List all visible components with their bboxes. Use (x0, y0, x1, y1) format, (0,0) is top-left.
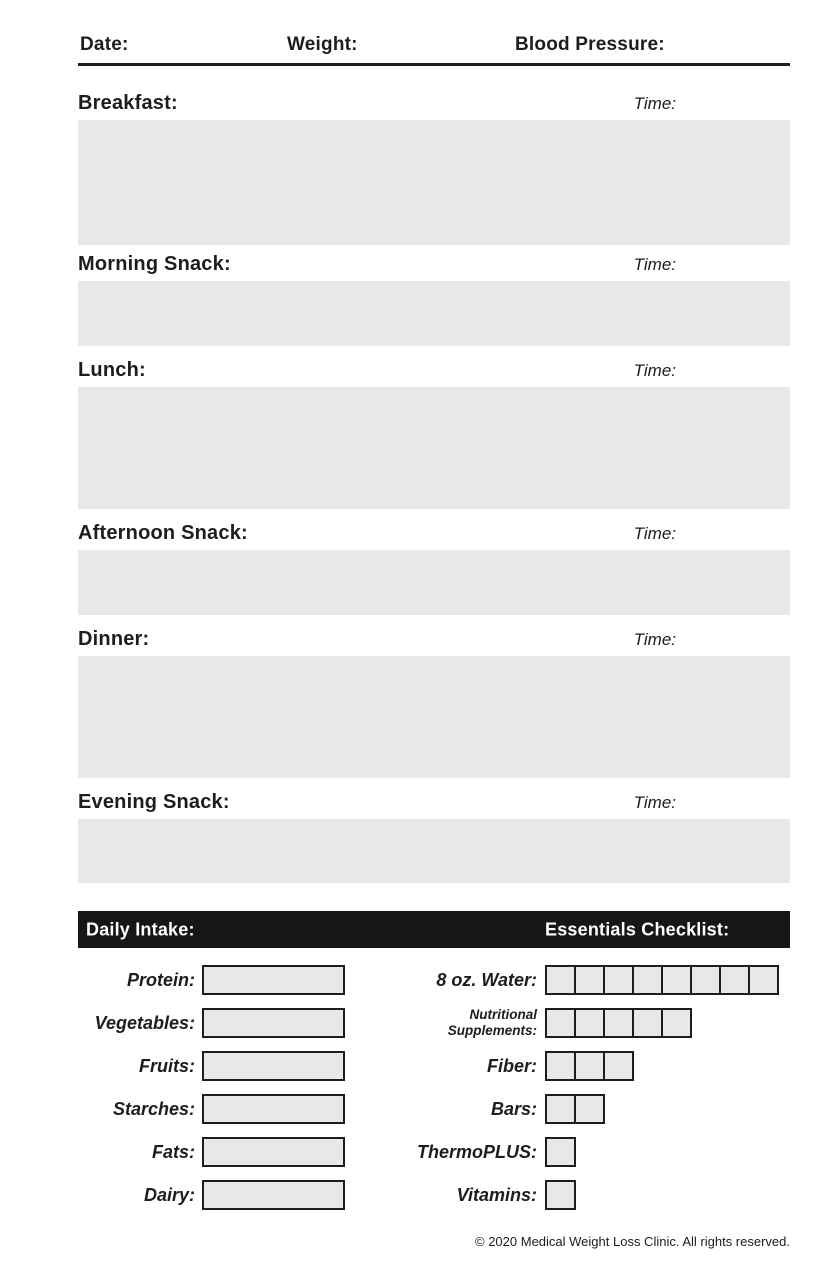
checkbox[interactable] (574, 1094, 605, 1124)
meal-title: Dinner: (78, 628, 150, 650)
lunch-entry-field[interactable] (78, 387, 790, 509)
checkbox[interactable] (661, 1008, 692, 1038)
intake-row-starches (78, 1094, 345, 1124)
meal-section-evening-snack (78, 791, 790, 883)
vegetables-field[interactable] (202, 1008, 345, 1038)
checkbox[interactable] (545, 1051, 576, 1081)
essentials-checklist-column (407, 965, 779, 1223)
checkbox[interactable] (545, 1008, 576, 1038)
time-label: Time: (633, 94, 676, 113)
time-label: Time: (633, 361, 676, 380)
daily-intake-column (78, 965, 345, 1223)
intake-checklist-grid (78, 965, 790, 1210)
header-fields-row (78, 0, 790, 66)
time-label: Time: (633, 793, 676, 812)
blood-pressure-label: Blood Pressure: (515, 34, 665, 55)
meal-section-breakfast (78, 92, 790, 245)
vitamins-label: Vitamins: (456, 1184, 537, 1205)
checklist-row-water (407, 965, 779, 995)
fruits-label: Fruits: (139, 1055, 195, 1076)
protein-field[interactable] (202, 965, 345, 995)
meal-section-lunch (78, 359, 790, 509)
fruits-field[interactable] (202, 1051, 345, 1081)
fiber-label: Fiber: (486, 1055, 537, 1076)
supplements-checkboxes (545, 1008, 692, 1038)
meal-title: Afternoon Snack: (78, 522, 248, 544)
meal-title: Evening Snack: (78, 791, 230, 813)
checkbox[interactable] (545, 965, 576, 995)
checkbox[interactable] (690, 965, 721, 995)
checklist-row-supplements (407, 1008, 779, 1038)
checkbox[interactable] (574, 965, 605, 995)
vegetables-label: Vegetables: (94, 1012, 195, 1033)
intake-row-vegetables (78, 1008, 345, 1038)
essentials-checklist-title: Essentials Checklist: (545, 919, 730, 939)
time-label: Time: (633, 255, 676, 274)
meal-section-dinner (78, 628, 790, 778)
section-title-bar (78, 911, 790, 948)
daily-intake-title: Daily Intake: (86, 919, 195, 939)
meal-title: Morning Snack: (78, 253, 231, 275)
meal-section-morning-snack (78, 253, 790, 346)
meal-title: Lunch: (78, 359, 146, 381)
fiber-checkboxes (545, 1051, 634, 1081)
intake-row-fats (78, 1137, 345, 1167)
dairy-field[interactable] (202, 1180, 345, 1210)
morning-snack-entry-field[interactable] (78, 281, 790, 346)
starches-label: Starches: (112, 1098, 195, 1119)
checklist-row-vitamins (407, 1180, 779, 1210)
fats-label: Fats: (151, 1141, 195, 1162)
checkbox[interactable] (574, 1051, 605, 1081)
bars-checkboxes (545, 1094, 605, 1124)
evening-snack-entry-field[interactable] (78, 819, 790, 883)
copyright-text: © 2020 Medical Weight Loss Clinic. All rights reserved. (475, 1234, 790, 1249)
checkbox[interactable] (632, 965, 663, 995)
checkbox[interactable] (603, 965, 634, 995)
checklist-row-fiber (407, 1051, 779, 1081)
supplements-label: Nutritional Supplements: (447, 1007, 537, 1038)
checkbox[interactable] (545, 1094, 576, 1124)
checkbox[interactable] (545, 1180, 576, 1210)
afternoon-snack-entry-field[interactable] (78, 550, 790, 615)
meal-title: Breakfast: (78, 92, 178, 114)
meal-section-afternoon-snack (78, 522, 790, 615)
checkbox[interactable] (661, 965, 692, 995)
checkbox[interactable] (632, 1008, 663, 1038)
vitamins-checkboxes (545, 1180, 576, 1210)
checkbox[interactable] (719, 965, 750, 995)
water-checkboxes (545, 965, 779, 995)
dairy-label: Dairy: (143, 1184, 195, 1205)
checkbox[interactable] (603, 1051, 634, 1081)
protein-label: Protein: (126, 969, 195, 990)
water-label: 8 oz. Water: (436, 969, 537, 990)
checkbox[interactable] (574, 1008, 605, 1038)
checkbox[interactable] (748, 965, 779, 995)
bars-label: Bars: (490, 1098, 537, 1119)
thermoplus-checkboxes (545, 1137, 576, 1167)
bottom-section (78, 911, 790, 1249)
checklist-row-thermoplus (407, 1137, 779, 1167)
date-label: Date: (80, 34, 129, 55)
time-label: Time: (633, 524, 676, 543)
intake-row-protein (78, 965, 345, 995)
weight-label: Weight: (287, 34, 358, 55)
intake-row-dairy (78, 1180, 345, 1210)
checkbox[interactable] (545, 1137, 576, 1167)
checklist-row-bars (407, 1094, 779, 1124)
dinner-entry-field[interactable] (78, 656, 790, 778)
fats-field[interactable] (202, 1137, 345, 1167)
thermoplus-label: ThermoPLUS: (416, 1141, 537, 1162)
time-label: Time: (633, 630, 676, 649)
breakfast-entry-field[interactable] (78, 120, 790, 245)
intake-row-fruits (78, 1051, 345, 1081)
checkbox[interactable] (603, 1008, 634, 1038)
starches-field[interactable] (202, 1094, 345, 1124)
